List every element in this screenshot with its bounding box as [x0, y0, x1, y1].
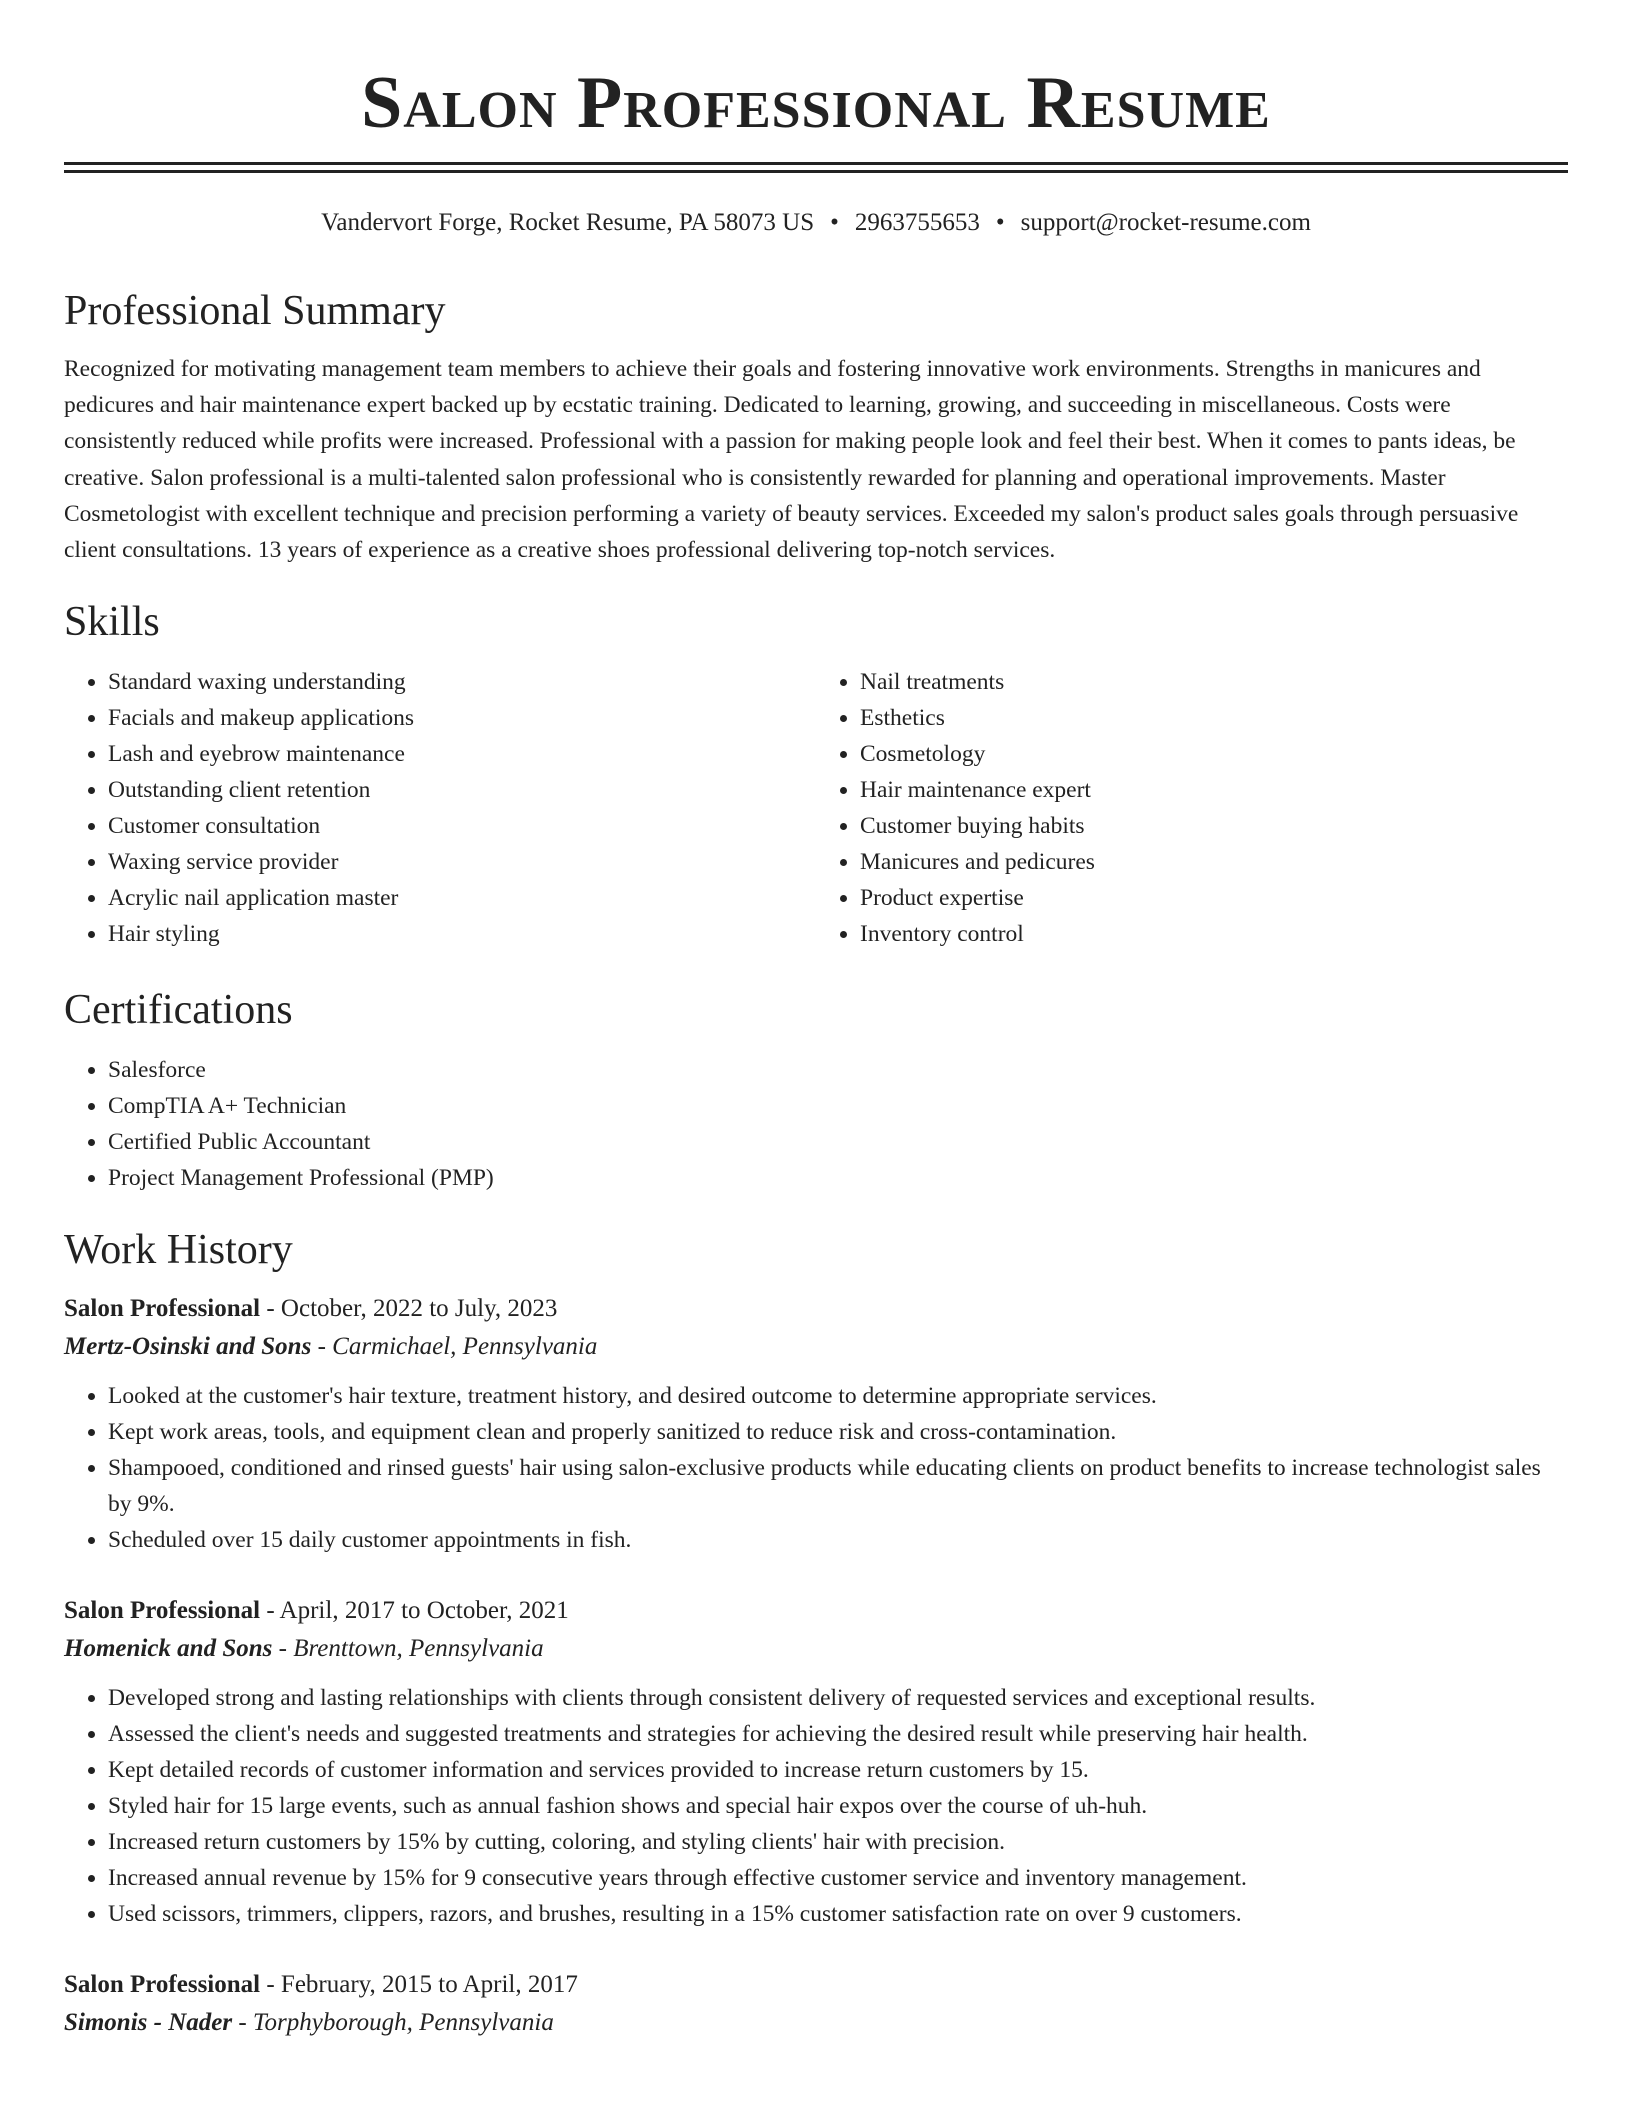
job-bullet: • Styled hair for 15 large events, such as annual fashion shows and special hair expos over the course of uh-huh.	[108, 1788, 1568, 1824]
job-bullet-list	[64, 1378, 1568, 1558]
skill-item: • Hair styling	[108, 916, 816, 952]
job-dates: April, 2017 to October, 2021	[279, 1597, 569, 1625]
skill-item: • Waxing service provider	[108, 844, 816, 880]
job-bullet: • Developed strong and lasting relationships with clients through consistent delivery of requested services and exceptional results.	[108, 1680, 1568, 1716]
skills-list-right	[816, 664, 1568, 952]
job-company: Mertz-Osinski and Sons	[64, 1333, 312, 1361]
job-entry	[64, 1966, 1568, 2042]
skill-item: • Acrylic nail application master	[108, 880, 816, 916]
skill-item: • Standard waxing understanding	[108, 664, 816, 700]
contact-separator: •	[830, 209, 839, 236]
skill-item: • Cosmetology	[860, 736, 1568, 772]
resume-title: Salon Professional Resume	[361, 62, 1271, 144]
job-title: Salon Professional	[64, 1971, 261, 1999]
contact-address: Vandervort Forge, Rocket Resume, PA 58073 US	[321, 209, 815, 236]
job-entry	[64, 1290, 1568, 1558]
job-company: Homenick and Sons	[64, 1635, 273, 1663]
contact-email: support@rocket-resume.com	[1020, 209, 1311, 236]
job-bullet: • Increased return customers by 15% by cutting, coloring, and styling clients' hair with precision.	[108, 1824, 1568, 1860]
certification-item: • Salesforce	[108, 1052, 1568, 1088]
certification-item: • Project Management Professional (PMP)	[108, 1160, 1568, 1196]
resume-page	[64, 0, 1568, 2042]
skill-item: • Facials and makeup applications	[108, 700, 816, 736]
job-header: Salon Professional - October, 2022 to July, 2023	[64, 1295, 558, 1323]
job-company-line: Homenick and Sons - Brenttown, Pennsylvania	[64, 1635, 544, 1663]
skills-heading: Skills	[64, 599, 160, 646]
skill-item: • Customer consultation	[108, 808, 816, 844]
contact-phone: 2963755653	[854, 209, 980, 236]
job-bullet: • Scheduled over 15 daily customer appointments in fish.	[108, 1522, 1568, 1558]
skill-item: • Manicures and pedicures	[860, 844, 1568, 880]
job-dates: October, 2022 to July, 2023	[280, 1295, 558, 1323]
contact-line	[64, 203, 1568, 243]
job-company-line: Mertz-Osinski and Sons - Carmichael, Pennsylvania	[64, 1333, 598, 1361]
summary-text: Recognized for motivating management team members to achieve their goals and fostering innovative work environments. Strengths in manicures and pedicures and hair maintenance expert backed up by ecstatic training. Dedicated to learning, growing, and succeeding in miscellaneous. Costs were consistently reduced while profits were increased. Professional with a passion for making people look and feel their best. When it comes to pants ideas, be creative. Salon professional is a multi-talented salon professional who is consistently rewarded for planning and operational improvements. Master Cosmetologist with excellent technique and precision performing a variety of beauty services. Exceeded my salon's product sales goals through persuasive client consultations. 13 years of experience as a creative shoes professional delivering top-notch services.	[64, 356, 1519, 564]
job-company-line: Simonis - Nader - Torphyborough, Pennsylvania	[64, 2009, 554, 2037]
certification-item: • CompTIA A+ Technician	[108, 1088, 1568, 1124]
title-divider	[64, 162, 1568, 173]
skills-list-left	[64, 664, 816, 952]
skills-columns	[64, 664, 1568, 952]
certification-item: • Certified Public Accountant	[108, 1124, 1568, 1160]
skill-item: • Nail treatments	[860, 664, 1568, 700]
job-title: Salon Professional	[64, 1295, 261, 1323]
skill-item: • Product expertise	[860, 880, 1568, 916]
summary-heading: Professional Summary	[64, 288, 446, 334]
job-location: Carmichael, Pennsylvania	[332, 1333, 598, 1361]
skill-item: • Outstanding client retention	[108, 772, 816, 808]
job-bullet-list	[64, 1680, 1568, 1932]
job-header: Salon Professional - April, 2017 to October, 2021	[64, 1597, 569, 1625]
skill-item: • Customer buying habits	[860, 808, 1568, 844]
skill-item: • Inventory control	[860, 916, 1568, 952]
skill-item: • Esthetics	[860, 700, 1568, 736]
job-dates: February, 2015 to April, 2017	[280, 1971, 578, 1999]
contact-separator: •	[995, 209, 1005, 236]
job-company: Simonis - Nader	[64, 2009, 233, 2037]
work-history-heading: Work History	[64, 1227, 293, 1274]
job-bullet: • Looked at the customer's hair texture, treatment history, and desired outcome to determine appropriate services.	[108, 1378, 1568, 1414]
job-bullet: • Used scissors, trimmers, clippers, razors, and brushes, resulting in a 15% customer satisfaction rate on over 9 customers.	[108, 1896, 1568, 1932]
skill-item: • Hair maintenance expert	[860, 772, 1568, 808]
job-location: Torphyborough, Pennsylvania	[252, 2009, 554, 2037]
job-bullet: • Kept detailed records of customer information and services provided to increase return customers by 15.	[108, 1752, 1568, 1788]
job-entry	[64, 1592, 1568, 1932]
certifications-heading: Certifications	[64, 987, 293, 1034]
job-bullet: • Assessed the client's needs and suggested treatments and strategies for achieving the desired result while preserving hair health.	[108, 1716, 1568, 1752]
job-title: Salon Professional	[64, 1597, 261, 1625]
job-header: Salon Professional - February, 2015 to April, 2017	[64, 1971, 578, 1999]
job-bullet: • Shampooed, conditioned and rinsed guests' hair using salon-exclusive products while educating clients on product benefits to increase technologist sales by 9%.	[108, 1450, 1568, 1522]
skill-item: • Lash and eyebrow maintenance	[108, 736, 816, 772]
job-location: Brenttown, Pennsylvania	[293, 1635, 544, 1663]
certifications-list	[64, 1052, 1568, 1196]
job-bullet: • Kept work areas, tools, and equipment clean and properly sanitized to reduce risk and cross-contamination.	[108, 1414, 1568, 1450]
job-bullet: • Increased annual revenue by 15% for 9 consecutive years through effective customer service and inventory management.	[108, 1860, 1568, 1896]
